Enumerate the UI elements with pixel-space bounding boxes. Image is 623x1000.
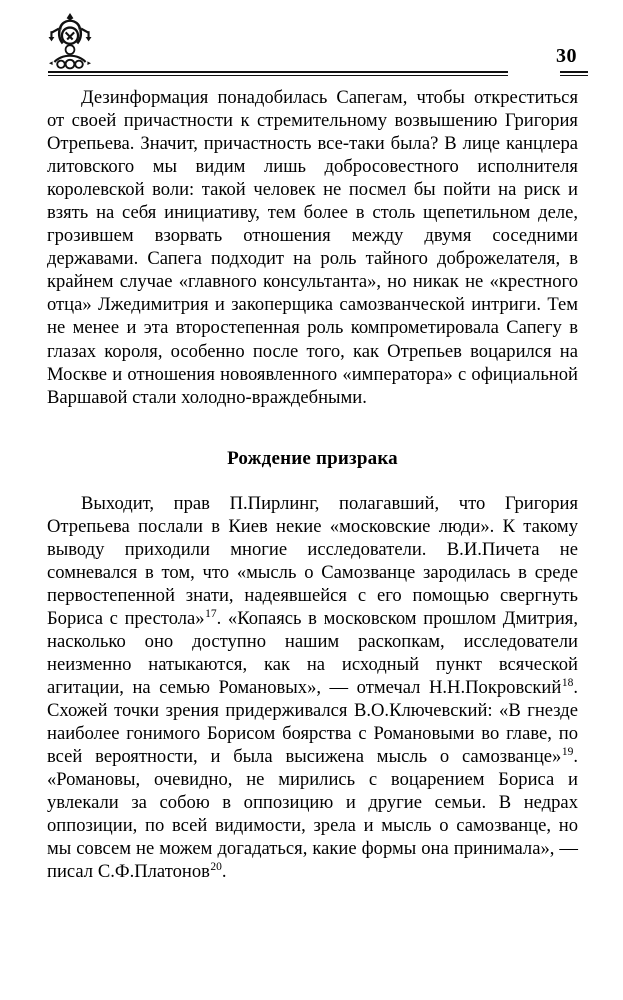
- header-rule-stub-icon: [560, 71, 588, 76]
- spacer: [47, 409, 578, 447]
- page-header: [0, 0, 623, 86]
- footnote-ref-18[interactable]: 18: [561, 676, 574, 689]
- paragraph-1: Дезинформация понадобилась Сапегам, чтобы откреститься от своей причастности к стремительному возвышению Григория Отрепьева. Значит, причастность все-таки была? В лице канцлера литовского мы видим лишь добросовестного исполнителя королевской воли: такой человек не посмел бы пойти на риск и взять на себя инициативу, тем более в столь щепетильном деле, грозившем взорвать отношения между двумя соседними державами. Сапега подходит на роль тайного доброжелателя, в крайнем случае «главного консультанта», но никак не «крестного отца» Лжедимитрия и закоперщика самозванческой интриги. Тем не менее и эта второстепенная роль компрометировала Сапегу в глазах короля, особенно после того, как Отрепьев воцарился на Москве и отношения новоявленного «императора» с официальной Варшавой стали холодно-враждебными.: [47, 87, 578, 408]
- paragraph-2-text-3: . Схожей точки зрения придерживался В.О.Ключевский: «В гнезде наиболее гонимого Борисом боярства с Романовыми во главе, по всей вероятности, и была высижена мысль о самозванце»: [47, 677, 578, 768]
- paragraph-2-text-1: Выходит, прав П.Пирлинг, полагавший, что Григория Отрепьева послали в Киев некие «московские люди». К такому выводу приходили многие исследователи. В.И.Пичета не сомневался в том, что «мысль о Самозванце зародилась в среде первостепенной знати, надеявшейся с его помощью свергнуть Бориса с престола»: [47, 492, 578, 629]
- page-body: [47, 86, 578, 883]
- footnote-ref-20[interactable]: 20: [210, 861, 222, 874]
- paragraph-2: [47, 492, 578, 884]
- spacer: [47, 470, 578, 492]
- paragraph-2-text-2: . «Копаясь в московском прошлом Дмитрия, насколько оно доступно нашим раскопкам, исследователи неизменно натыкаются, как на исходный пункт всяческой агитации, на семью Романовых», — отмечал Н.Н.Покровский: [47, 607, 578, 699]
- footnote-ref-19[interactable]: 19: [561, 746, 574, 759]
- section-heading: Рождение призрака: [227, 447, 398, 469]
- paragraph-2-text-4: . «Романовы, очевидно, не мирились с воцарением Бориса и увлекали за собою в оппозицию и другие семьи. В недрах оппозиции, по всей видимости, зрела и мысль о самозванце, но мы совсем не можем догадаться, какие формы она принимала», — писал С.Ф.Платонов: [47, 746, 578, 883]
- header-rule-icon: [48, 71, 508, 76]
- page-number: 30: [556, 45, 577, 67]
- fleuron-ornament-icon: [44, 11, 96, 73]
- footnote-ref-17[interactable]: 17: [205, 607, 217, 620]
- paragraph-2-end: .: [221, 861, 227, 883]
